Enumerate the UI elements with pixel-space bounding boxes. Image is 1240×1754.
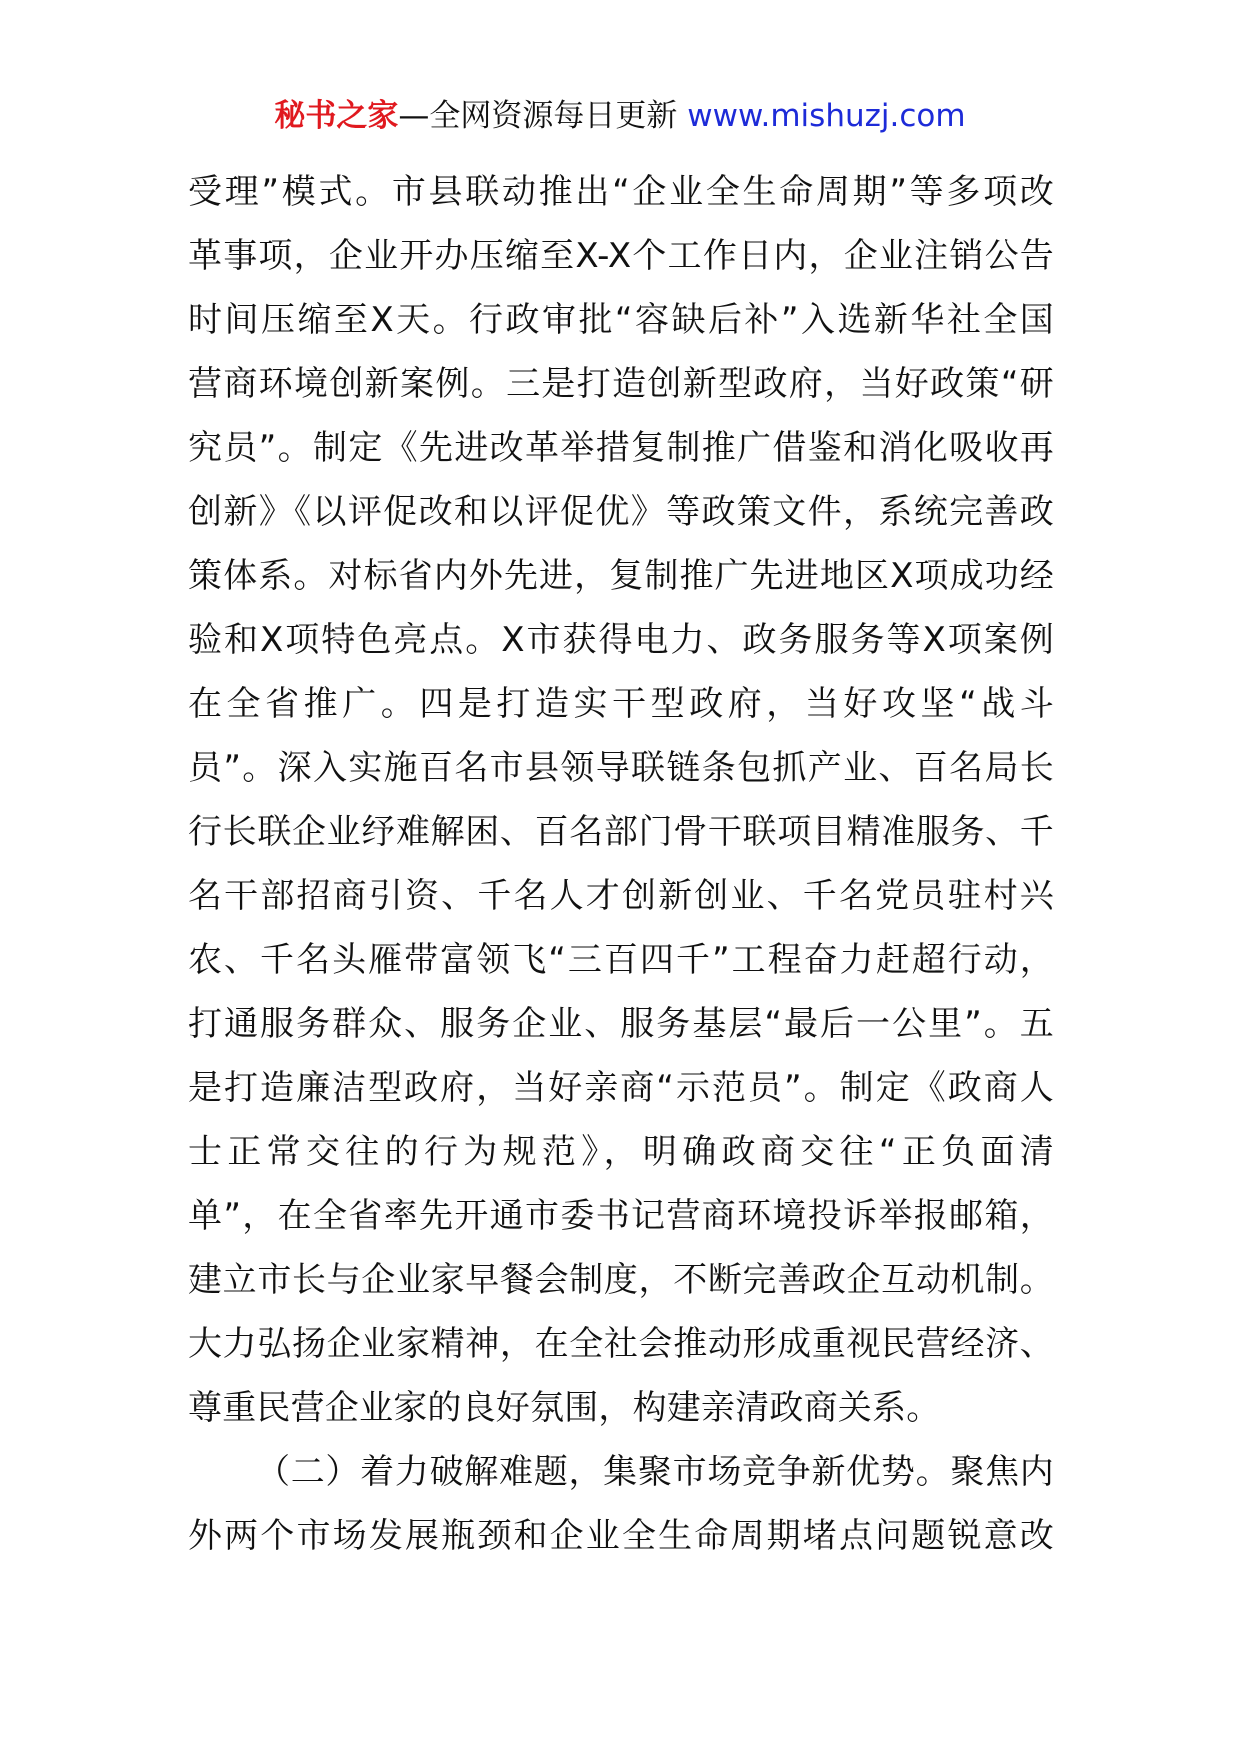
text-line: 单”，在全省率先开通市委书记营商环境投诉举报邮箱， (188, 1196, 1054, 1236)
text-line: 究员”。制定《先进改革举措复制推广借鉴和消化吸收再 (188, 428, 1054, 468)
brand-name: 秘书之家 (274, 98, 399, 134)
text-line: 外两个市场发展瓶颈和企业全生命周期堵点问题锐意改 (188, 1516, 1054, 1556)
text-line: 士正常交往的行为规范》，明确政商交往“正负面清 (188, 1132, 1054, 1172)
site-url-link[interactable]: www.mishuzj.com (687, 98, 966, 134)
text-line: 员”。深入实施百名市县领导联链条包抓产业、百名局长 (188, 748, 1054, 788)
text-line: 农、千名头雁带富领飞“三百四千”工程奋力赶超行动， (188, 940, 1054, 980)
section-heading-line: （二）着力破解难题，集聚市场竞争新优势。聚焦内 (256, 1452, 1054, 1492)
paragraph-section-two (188, 1440, 1054, 1568)
page-header (0, 96, 1240, 136)
text-line: 名干部招商引资、千名人才创新创业、千名党员驻村兴 (188, 876, 1054, 916)
text-line: 在全省推广。四是打造实干型政府，当好攻坚“战斗 (188, 684, 1054, 724)
text-line: 策体系。对标省内外先进，复制推广先进地区X项成功经 (188, 556, 1054, 596)
text-line: 受理”模式。市县联动推出“企业全生命周期”等多项改 (188, 172, 1054, 212)
text-line: 行长联企业纾难解困、百名部门骨干联项目精准服务、千 (188, 812, 1054, 852)
text-line: 尊重民营企业家的良好氛围，构建亲清政商关系。 (188, 1388, 941, 1428)
text-line: 时间压缩至X天。行政审批“容缺后补”入选新华社全国 (188, 300, 1054, 340)
text-line: 建立市长与企业家早餐会制度，不断完善政企互动机制。 (188, 1260, 1054, 1300)
text-line: 打通服务群众、服务企业、服务基层“最后一公里”。五 (188, 1004, 1054, 1044)
text-line: 创新》《以评促改和以评促优》等政策文件，系统完善政 (188, 492, 1054, 532)
text-line: 革事项，企业开办压缩至X-X个工作日内，企业注销公告 (188, 236, 1054, 276)
text-line: 验和X项特色亮点。X市获得电力、政务服务等X项案例 (188, 620, 1054, 660)
paragraph-continued (188, 160, 1054, 1440)
header-tagline: —全网资源每日更新 (398, 98, 678, 134)
text-line: 营商环境创新案例。三是打造创新型政府，当好政策“研 (188, 364, 1054, 404)
text-line: 大力弘扬企业家精神，在全社会推动形成重视民营经济、 (188, 1324, 1054, 1364)
document-body (188, 160, 1054, 1568)
text-line: 是打造廉洁型政府，当好亲商“示范员”。制定《政商人 (188, 1068, 1054, 1108)
